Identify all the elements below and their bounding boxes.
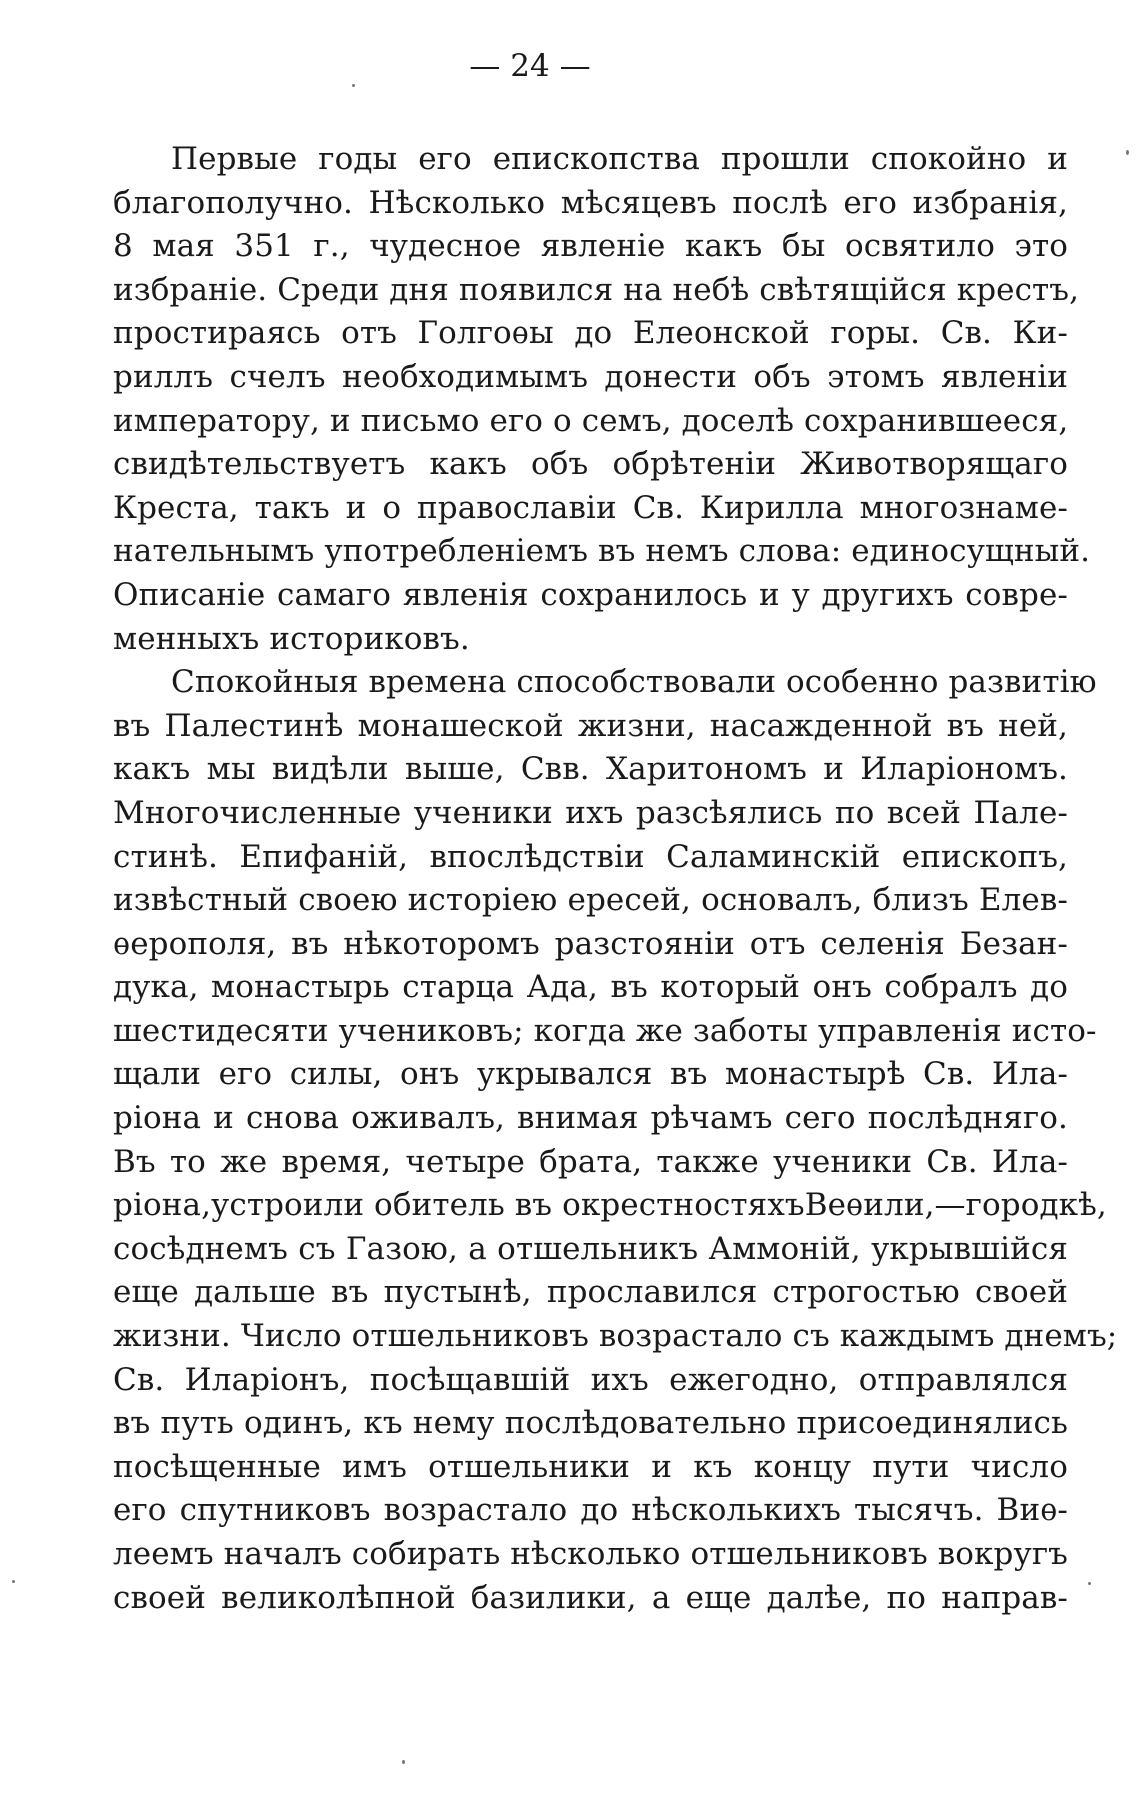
page-number: — 24 — [469,48,591,84]
scan-speck [12,1580,15,1583]
text-line: Въ то же время, четыре брата, также ученики Св. Ила- [113,1143,1068,1180]
text-line: нательнымъ употребленіемъ въ немъ слова: единосущный. [113,533,1091,570]
text-line: императору, и письмо его о семъ, доселѣ сохранившееся, [113,402,1069,439]
text-line: ріона,устроили обитель въ окрестностяхъВеѳили,—городкѣ, [113,1187,1107,1224]
text-line: Описаніе самаго явленія сохранилось и у другихъ совре- [113,576,1068,613]
paragraph-1 [113,138,1091,661]
text-line: шестидесяти учениковъ; когда же заботы управленія исто- [113,1012,1097,1049]
text-line: ріона и снова оживалъ, внимая рѣчамъ сего послѣдняго. [113,1100,1068,1137]
text-line: 8 мая 351 г., чудесное явленіе какъ бы освятило это [113,228,1068,265]
text-line: Первые годы его епископства прошли спокойно и [171,141,1068,177]
text-line: его спутниковъ возрастало до нѣсколькихъ тысячъ. Виѳ- [113,1492,1068,1529]
text-line: свидѣтельствуетъ какъ объ обрѣтеніи Животворящаго [113,446,1068,483]
text-line: избраніе. Среди дня появился на небѣ свѣтящійся крестъ, [113,271,1080,308]
scan-speck [352,84,355,87]
text-line: благополучно. Нѣсколько мѣсяцевъ послѣ его избранія, [113,184,1068,221]
page-body-text [113,138,1118,1620]
text-line: еще дальше въ пустынѣ, прославился строгостью своей [113,1274,1068,1311]
text-line: дука, монастырь старца Ада, въ который онъ собралъ до [113,969,1068,1006]
text-line: Спокойныя времена способствовали особенно развитію [171,664,1097,701]
text-line: въ путь одинъ, къ нему послѣдовательно присоединялись [113,1405,1068,1442]
text-line: простираясь отъ Голгоѳы до Елеонской горы. Св. Ки- [113,315,1068,352]
scan-speck [1126,150,1129,155]
text-line: щали его силы, онъ укрывался въ монастырѣ Св. Ила- [113,1056,1068,1093]
text-line: Св. Иларіонъ, посѣщавшій ихъ ежегодно, отправлялся [113,1361,1068,1398]
text-line: извѣстный своею исторіею ересей, основалъ, близъ Елев- [113,882,1068,919]
text-line: посѣщенные имъ отшельники и къ концу пути число [113,1448,1068,1485]
text-line: ѳерополя, въ нѣкоторомъ разстояніи отъ селенія Безан- [113,925,1068,962]
scan-speck [1088,1582,1091,1585]
text-line: жизни. Число отшельниковъ возрастало съ каждымъ днемъ; [113,1318,1118,1355]
text-line: леемъ началъ собирать нѣсколько отшельниковъ вокругъ [113,1536,1068,1572]
text-line: какъ мы видѣли выше, Свв. Харитономъ и Иларіономъ. [113,751,1068,788]
text-line: менныхъ историковъ. [113,620,470,657]
text-line: риллъ счелъ необходимымъ донести объ этомъ явленіи [113,358,1068,395]
text-line: Креста, такъ и о православіи Св. Кирилла многознаме- [113,489,1068,526]
text-line: въ Палестинѣ монашеской жизни, насажденной въ ней, [113,707,1068,744]
text-line: Многочисленные ученики ихъ разсѣялись по всей Пале- [113,794,1068,831]
text-line: своей великолѣпной базилики, а еще далѣе, по направ- [113,1579,1068,1616]
text-line: сосѣднемъ съ Газою, а отшельникъ Аммоній, укрывшійся [113,1230,1068,1267]
text-line: стинѣ. Епифаній, впослѣдствіи Саламинскій епископъ, [113,838,1068,875]
scan-speck [402,1760,405,1764]
paragraph-2 [113,661,1118,1620]
